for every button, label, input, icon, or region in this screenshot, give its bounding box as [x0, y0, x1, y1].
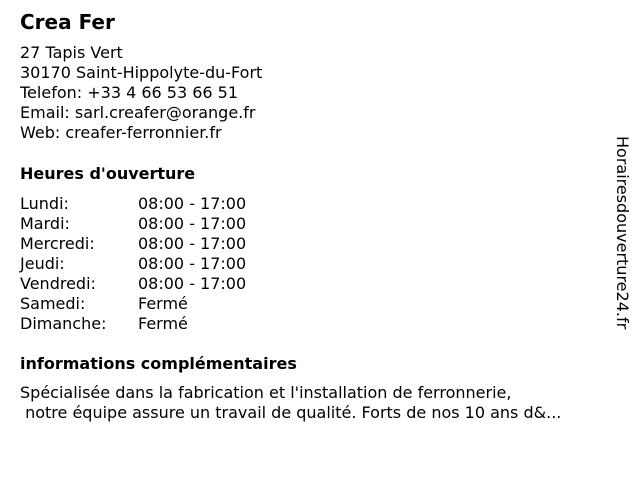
hours-time: Fermé	[138, 314, 188, 333]
hours-day: Mardi:	[20, 214, 70, 233]
info-line-2: notre équipe assure un travail de qualité. Forts de nos 10 ans d&...	[20, 403, 562, 422]
hours-time: 08:00 - 17:00	[138, 254, 247, 273]
hours-day: Dimanche:	[20, 314, 107, 333]
phone-text: Telefon: +33 4 66 53 66 51	[20, 83, 239, 102]
hours-time: 08:00 - 17:00	[138, 274, 247, 293]
email-text: Email: sarl.creafer@orange.fr	[20, 103, 256, 122]
info-line-1: Spécialisée dans la fabrication et l'installation de ferronnerie,	[20, 383, 512, 402]
business-name: Crea Fer	[20, 10, 115, 34]
info-description	[20, 383, 561, 423]
hours-heading: Heures d'ouverture	[20, 164, 196, 183]
address-city: 30170 Saint-Hippolyte-du-Fort	[20, 63, 263, 82]
hours-time: 08:00 - 17:00	[138, 234, 247, 253]
hours-day: Vendredi:	[20, 274, 96, 293]
hours-day: Lundi:	[20, 194, 69, 213]
address-street: 27 Tapis Vert	[20, 43, 123, 62]
contact-block	[20, 43, 262, 143]
hours-time: Fermé	[138, 294, 188, 313]
info-heading: informations complémentaires	[20, 354, 297, 373]
hours-time: 08:00 - 17:00	[138, 214, 247, 233]
hours-day: Mercredi:	[20, 234, 95, 253]
hours-day: Samedi:	[20, 294, 86, 313]
hours-day: Jeudi:	[20, 254, 65, 273]
site-watermark: Horairesdouverture24.fr	[613, 136, 632, 330]
hours-time: 08:00 - 17:00	[138, 194, 247, 213]
web-text: Web: creafer-ferronnier.fr	[20, 123, 222, 142]
